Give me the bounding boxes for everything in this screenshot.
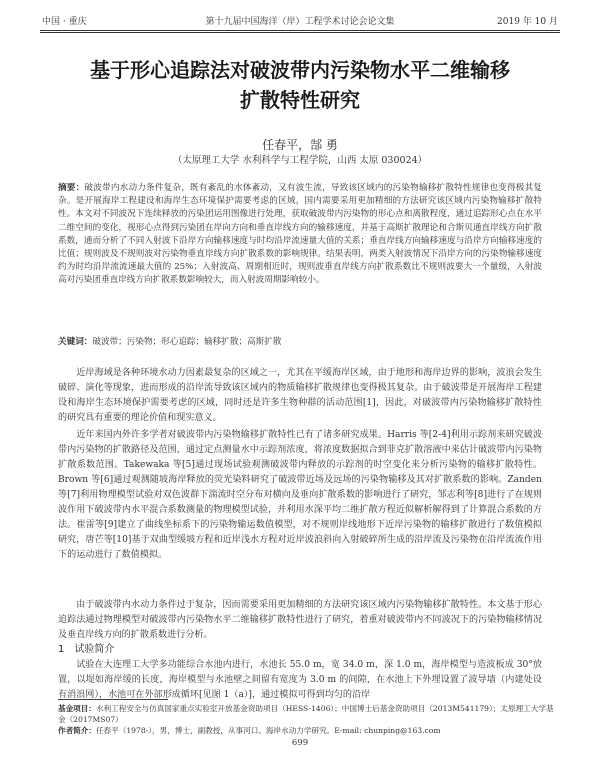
- running-header: [40, 14, 560, 28]
- section-heading: 1 试验简介: [58, 644, 115, 655]
- title-line-1: 基于形心追踪法对破波带内污染物水平二维输移: [90, 58, 510, 82]
- header-date: 2019 年 10 月: [497, 17, 558, 27]
- authors: 任春平，郜 勇: [262, 138, 338, 152]
- keywords-label: 关键词：: [58, 337, 93, 347]
- fund-label: 基金项目：: [58, 704, 96, 713]
- paragraph-text: 近岸海域是各种环境水动力因素最复杂的区域之一，尤其在平缓海岸区域，由于地形和海岸边界的影响，波浪会发生破碎、演化等现象，进而形成的沿岸流导致该区域内的物质输移扩散规律也变得极其复杂。由于破波带是开展海岸工程建设和海岸生态环境保护需要考虑的区域，同时还是许多生物种群的活动范围[1]，因此，对破波带内污染物输移扩散特性的研究具有重要的理论价值和现实意义。: [58, 368, 542, 423]
- footnotes: [58, 703, 560, 736]
- footnote-author: [58, 725, 560, 736]
- affiliation: （太原理工大学 水利科学与工程学院，山西 太原 030024）: [172, 155, 428, 166]
- footnote-rule: [58, 699, 168, 700]
- abstract: [58, 182, 542, 288]
- abstract-text: 破波带内水动力条件复杂，既有紊乱的水体紊动，又有波生流，导致该区域内的污染物输移扩散特性规律也变得极其复杂。是开展海岸工程建设和海岸生态环境保护需要考虑的区域，国内需要采用更加精细的方法研究该区域内污染物输移扩散特性。本文对不同波况下连续释放的污染团运用图像进行处理，获取破波带内污染物的形心点和离散程度，通过追踪形心点在水平二维空间的变化，视形心点得到污染团在岸向方向和垂直岸线方向的输移速度，并基于高斯扩散理论和合斯贝通直岸线方向扩散系数，通而分析了不同入射波下沿岸方向输移速度与时均沿岸流速量大值的关系；垂直岸线方向输移速度与沿岸方向输移速度的比值；规则波及不规则波对污染物垂直岸线方向扩散系数的影响规律。结果表明，两类入射波情况下沿岸方向的污染物输移速度约为时均沿岸流流速最大值的 25%；入射波高、周期相近时，规则波垂直岸线方向扩散系数比不规则波要大一个量级，入射波高对污染团垂直岸线方向扩散系数影响较大，而入射波周期影响较小。: [58, 183, 542, 286]
- keywords-text: 破波带；污染物；形心追踪；输移扩散；高斯扩散: [92, 337, 282, 347]
- intro-paragraph-1: [58, 366, 542, 426]
- paragraph-text: 近年来国内外许多学者对破波带内污染物输移扩散特性已有了诸多研究成果。Harris 等[2-4]利用示踪剂来研究破波带内污染物的扩散路径及范围，通过定点测量水中示踪剂浓度，将浓度数据拟合到菲克扩散溶液中来估计破波带内污染物扩散系数范围。Takewaka 等[5]通过现场试验观测破波带内释放的示踪剂的时空变化来分析污染物的输移扩散特性。Brown 等[6]通过观测随坡海岸释放的荧光染料研究了破波带近场及远场的污染物输移及其对扩散系数的影响。Zanden 等[7]利用物理模型试验对双色波群下湍流时空分布对横向及垂向扩散系数的影响进行了研究，邹志利等[8]进行了在规则波作用下破波带内水平混合系数测量的物理模型试验，并利用水深平均二维扩散方程近似解析解得到了计算混合系数的方法。崔雷等[9]建立了曲线坐标系下的污染物输运数值模型，对不规则岸线地形下近岸污染物的输移扩散进行了数值模拟研究，唐芒等[10]基于双曲型缓坡方程和近岸浅水方程对近岸波浪斜向入射破碎所生成的沿岸流及污染物在沿岸流流作用下的运动进行了数值模拟。: [58, 430, 542, 560]
- abstract-label: 摘要：: [58, 183, 85, 193]
- author-bio-label: 作者简介：: [58, 726, 96, 735]
- keywords: [58, 335, 542, 347]
- experiment-paragraph: [58, 658, 542, 703]
- paragraph-text: 由于破波带内水动力条件过于复杂，因而需要采用更加精细的方法研究该区域内污染物输移扩散特性。本文基于形心追踪法通过物理模型对破波带内污染物水平二维输移扩散特性进行了研究，着重对破波带内不同波况下的污染物输移情况及垂直岸线方向的扩散系数进行分析。: [58, 600, 542, 640]
- author-bio-text: 任春平（1978-），男，博士，副教授，从事河口、海岸水动力学研究。E-mail: chunping@163.com: [95, 726, 441, 735]
- title-line-2: 扩散特性研究: [240, 88, 360, 112]
- header-rule-thin: [40, 32, 560, 33]
- header-proceedings: 第十九届中国海洋（岸）工程学术讨论会论文集: [205, 17, 395, 27]
- intro-paragraph-2: [58, 428, 542, 563]
- paragraph-text: 试验在大连理工大学多功能综合水池内进行，水池长 55.0 m，宽 34.0 m，深 1.0 m，海岸模型与造波板成 30°放置，以堤如海岸缓的长度，海岸模型与水池壁之间留有宽度为 3.0 m 的间隙，在水池上下外埋设置了波导墙（内建处设有消浪网），水池可在外部形成循环[见图 1（a）]，通过模拟可得到均匀的沿岸: [58, 660, 542, 700]
- header-rule: [40, 30, 560, 31]
- paper-title: [40, 55, 560, 115]
- footnote-fund: [58, 703, 560, 725]
- intro-paragraph-3: [58, 598, 542, 643]
- page-number: 699: [291, 738, 309, 748]
- fund-text: 水利工程安全与仿真国家重点实验室开放基金资助项目（HESS-1406）；中国博士后基金资助项目（2013M541179）；太原理工大学基金（2017MS07）: [58, 704, 554, 724]
- header-location: 中国 · 重庆: [42, 17, 87, 27]
